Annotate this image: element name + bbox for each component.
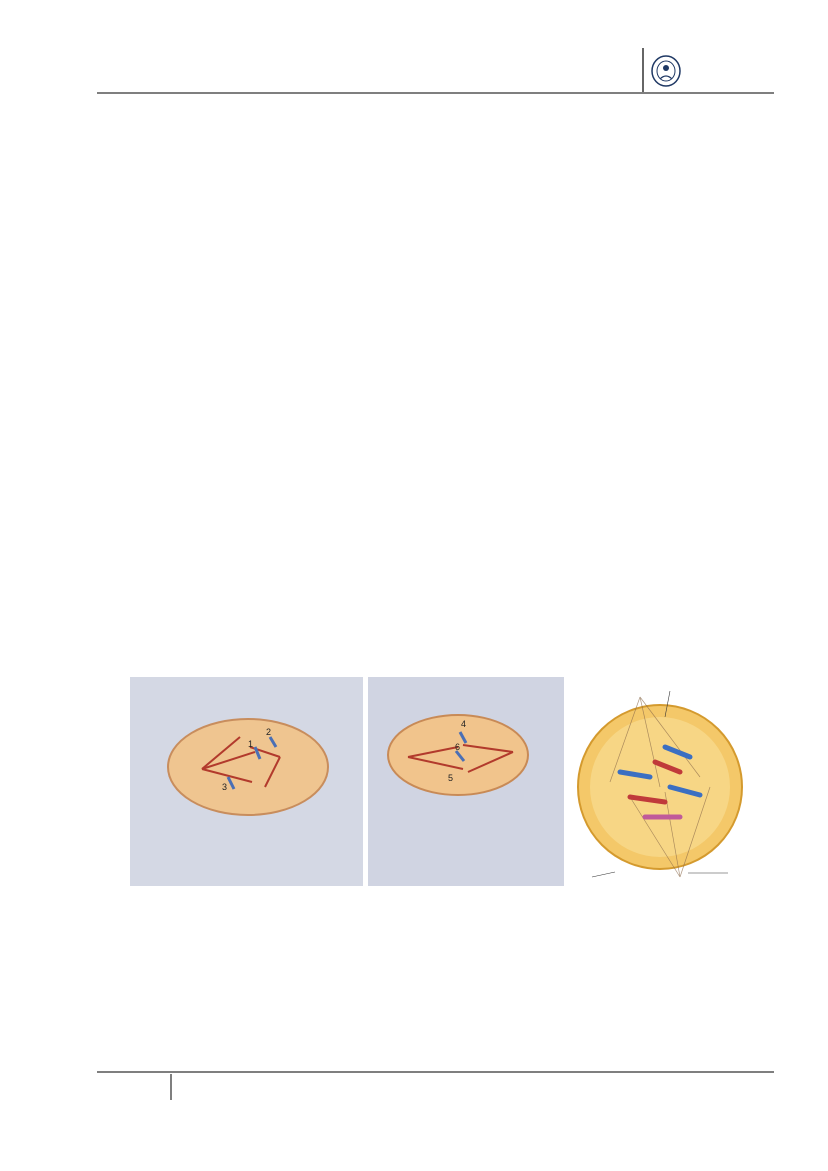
figure-panel-late-prometaphase — [368, 677, 564, 886]
footer-divider — [170, 1074, 172, 1100]
svg-text:5: 5 — [448, 773, 454, 783]
early-prometaphase-illustration — [130, 677, 363, 886]
header-divider — [642, 48, 644, 92]
svg-text:1: 1 — [248, 739, 254, 749]
figure-panel-early-prometaphase — [130, 677, 363, 886]
svg-text:4: 4 — [461, 719, 467, 729]
svg-text:6: 6 — [455, 742, 461, 752]
upao-logo — [650, 53, 740, 89]
spindle-illustration — [570, 677, 770, 886]
footer-rule — [97, 1071, 774, 1073]
svg-text:2: 2 — [266, 727, 272, 737]
svg-text:3: 3 — [222, 782, 228, 792]
late-prometaphase-illustration — [368, 677, 564, 886]
figure-panel-spindle — [570, 677, 770, 886]
header-rule — [97, 92, 774, 94]
